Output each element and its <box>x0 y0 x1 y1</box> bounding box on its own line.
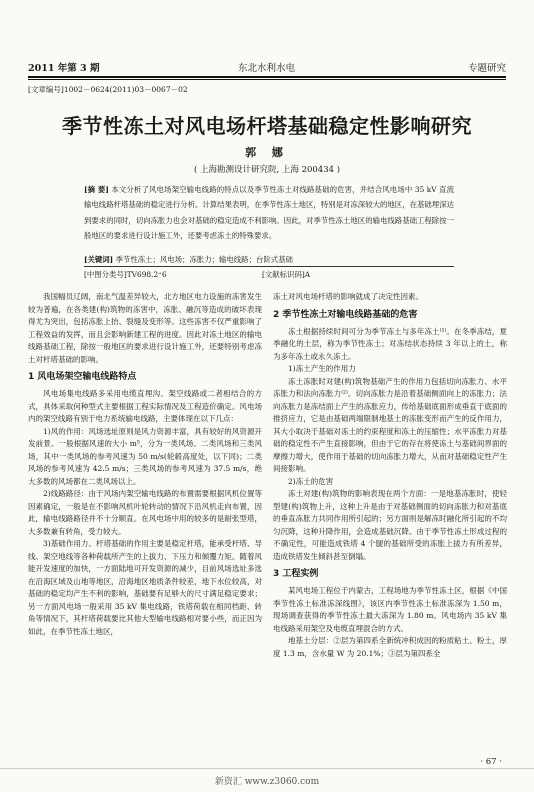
header-rule-thin <box>28 79 506 80</box>
right-column <box>273 291 507 660</box>
page-number: · 67 · <box>480 757 502 767</box>
paragraph: 地基土分层：②层为第四系全新统冲积成因的粉质粘土、粉土，厚度 1.3 m，含水量 W 为 20.1%；③层为第四系全 <box>273 636 507 658</box>
subheading: 2)冻土的危害 <box>288 476 334 486</box>
paragraph: 冻土根据持续时间可分为季节冻土与多年冻土⁽¹⁾。在冬季冻结，夏季融化的土层，称为季节性冻土；对冻结状态持续 3 年以上的土，称为多年冻土或永久冻土。 <box>273 326 507 361</box>
section-label: 专题研究 <box>467 63 506 74</box>
journal-name: 东北水利水电 <box>238 63 296 74</box>
abstract-label: [摘 要] <box>84 185 109 194</box>
article-number: [文章编号]1002－0624(2011)03－0067－02 <box>28 85 188 94</box>
document-code: [文献标识码]A <box>262 270 311 279</box>
abstract-text: 本文分析了风电场架空输电线路的特点以及季节性冻土对线路基础的危害，并结合风电场中 35 kV 直流输电线路杆塔基础的稳定进行分析。计算结果表明，在季节性冻土地区，特别是对冻深较大的地区，在基础埋深达到要求的同时，切向冻胀力也会对基础的稳定造成不利影响。因此，对季节性冻土地区的输电线路基础工程除按一般地区的要求进行设计施工外，还要考虑冻土的特殊要求。 <box>84 185 454 240</box>
paragraph: 某风电场工程位于内蒙古，工程场地为季节性冻土区，根据《中国季节性冻土标准冻深线图》，该区内季节性冻土标准冻深为 1.50 m，现场调查获得的季节性冻土最大冻深为 1.80 m。风电场内 35 kV 集电线路采用架空及电缆直埋混合的方式。 <box>273 586 507 633</box>
abstract <box>84 182 454 243</box>
author-name: 郭 娜 <box>245 146 289 159</box>
paragraph: 冻土冻胀时对建(构)筑物基础产生的作用力包括切向冻胀力、水平冻胀力和法向冻胀力⁽²⁾。切向冻胀力是沿着基础侧面向上的冻胀力；法向冻胀力是冻结面上产生的冻胀应力，传给基础底面形成垂直于底面的推挤应力，它是由基础两端限制地基土的冻胀变形而产生的反作用力，其大小取决于基础对冻土的约束程度和冻土的压缩性；水平冻胀力对基础的稳定性不产生直接影响，但由于它的存在将使冻土与基础间界面的摩擦力增大，使作用于基础的切向冻胀力增大，从而对基础稳定性产生间接影响。 <box>273 376 507 473</box>
paragraph: 我国幅员辽阔，南北气温差异较大，北方地区电力设施的冻害发生较为普遍，在各类建(构)筑物的冻害中，冻胀、融沉等造成的破坏表现得尤为突出，包括冻胀上抬、裂缝及变形等。这些冻害不仅严重影响了工程效益的发挥，而且会影响新建工程的进度。因此对冻土地区的输电线路基础工程，除按一般地区的要求进行设计施工外，还要特别考虑冻土对杆塔基础的影响。 <box>28 292 262 364</box>
section-heading-3: 3 工程实例 <box>273 569 319 579</box>
paper-title: 季节性冻土对风电场杆塔基础稳定性影响研究 <box>62 114 472 138</box>
author-affiliation: ( 上海勘测设计研究院, 上海 200434 ) <box>193 165 341 175</box>
keywords-rule <box>84 266 454 267</box>
paragraph: 3)基础作用力。杆塔基础的作用主要是稳定杆塔，能承受杆塔、导线、架空地线等各种荷载所产生的上拔力、下压力和倾覆力矩。随着风能开发速度的加快，一方面陆地可开发资源的减少，目前风场选址多选在沿海区域及山地等地区，沿海地区地质条件较差，地下水位较高，对基础的稳定均产生不利的影响，基础要有足够大的尺寸满足稳定要求；另一方面风电场一般采用 35 kV 集电线路，铁塔荷载在相同档距、转角等情况下，其杆塔荷载要比其他大型输电线路相对要小些，而正因为如此，在季节性冻土地区， <box>28 539 262 636</box>
keywords-label: [关键词] <box>84 255 114 264</box>
paragraph: 2)线路路径：由于风场内架空输电线路的布置需要根据风机位置等因素确定，一般是在不影响风机叶轮转动的情况下沿风机走向布置，因此，输电线路路径并不十分顺直。在风电场中用的较多的是耐张型塔，大多数兼有转角，受力较大。 <box>28 489 262 536</box>
running-header <box>28 60 506 74</box>
left-column <box>28 291 262 638</box>
paragraph: 冻土对风电场杆塔的影响就成了决定性因素。 <box>273 292 423 301</box>
footer-rule <box>0 768 534 769</box>
section-heading-2: 2 季节性冻土对输电线路基础的危害 <box>273 309 418 320</box>
issue-label: 2011 年第 3 期 <box>28 63 100 74</box>
header-rule-thick <box>28 76 506 78</box>
section-heading-1: 1 风电场架空输电线路特点 <box>28 372 137 382</box>
watermark-text: 新资汇 www.z3060.com <box>214 777 320 787</box>
subheading: 1)冻土产生的作用力 <box>288 364 356 373</box>
paragraph: 风电场集电线路多采用电缆直埋沟、架空线路或二者相结合的方式，具体采取何种型式主要根据工程实际情况及工程造价确定。风电场内的架空线路有别于电力系统输电线路，主要体现在以下几点： <box>28 389 262 423</box>
paragraph: 冻土对建(构)筑物的影响表现在两个方面：一是地基冻胀时，使轻型建(构)筑物上升，这种上升是由于对基础侧面的切向冻胀力和对基底的垂直冻胀力共同作用所引起的；另方面则是解冻时融化所引起的不均匀沉降，这种升降作用，会造成基础沉降。由于季节性冻土形成过程的不确定性，可能造成铁塔 4 个腿的基础所受的冻胀上拔力有所差异，造成铁塔发生倾斜甚至倒塌。 <box>273 489 507 561</box>
keywords <box>84 254 454 266</box>
keywords-text: 季节性冻土；风电场；冻胀力；输电线路；台阶式基础 <box>115 255 293 264</box>
paragraph: 1)风的作用：风场选址原则是风力资源丰富，具有较好的风资源开发前景。一般根据风速的大小 m⁵，分为一类风场、二类风场和三类风场，其中一类风场的参考风速为 50 m/s(轮毂高度处，以下同)；二类风场的参考风速为 42.5 m/s；三类风场的参考风速为 37.5 m/s，绝大多数的风场都在二类风场以上。 <box>28 426 262 486</box>
clc-number: [中图分类号]TV698.2⁺6 <box>84 270 167 279</box>
